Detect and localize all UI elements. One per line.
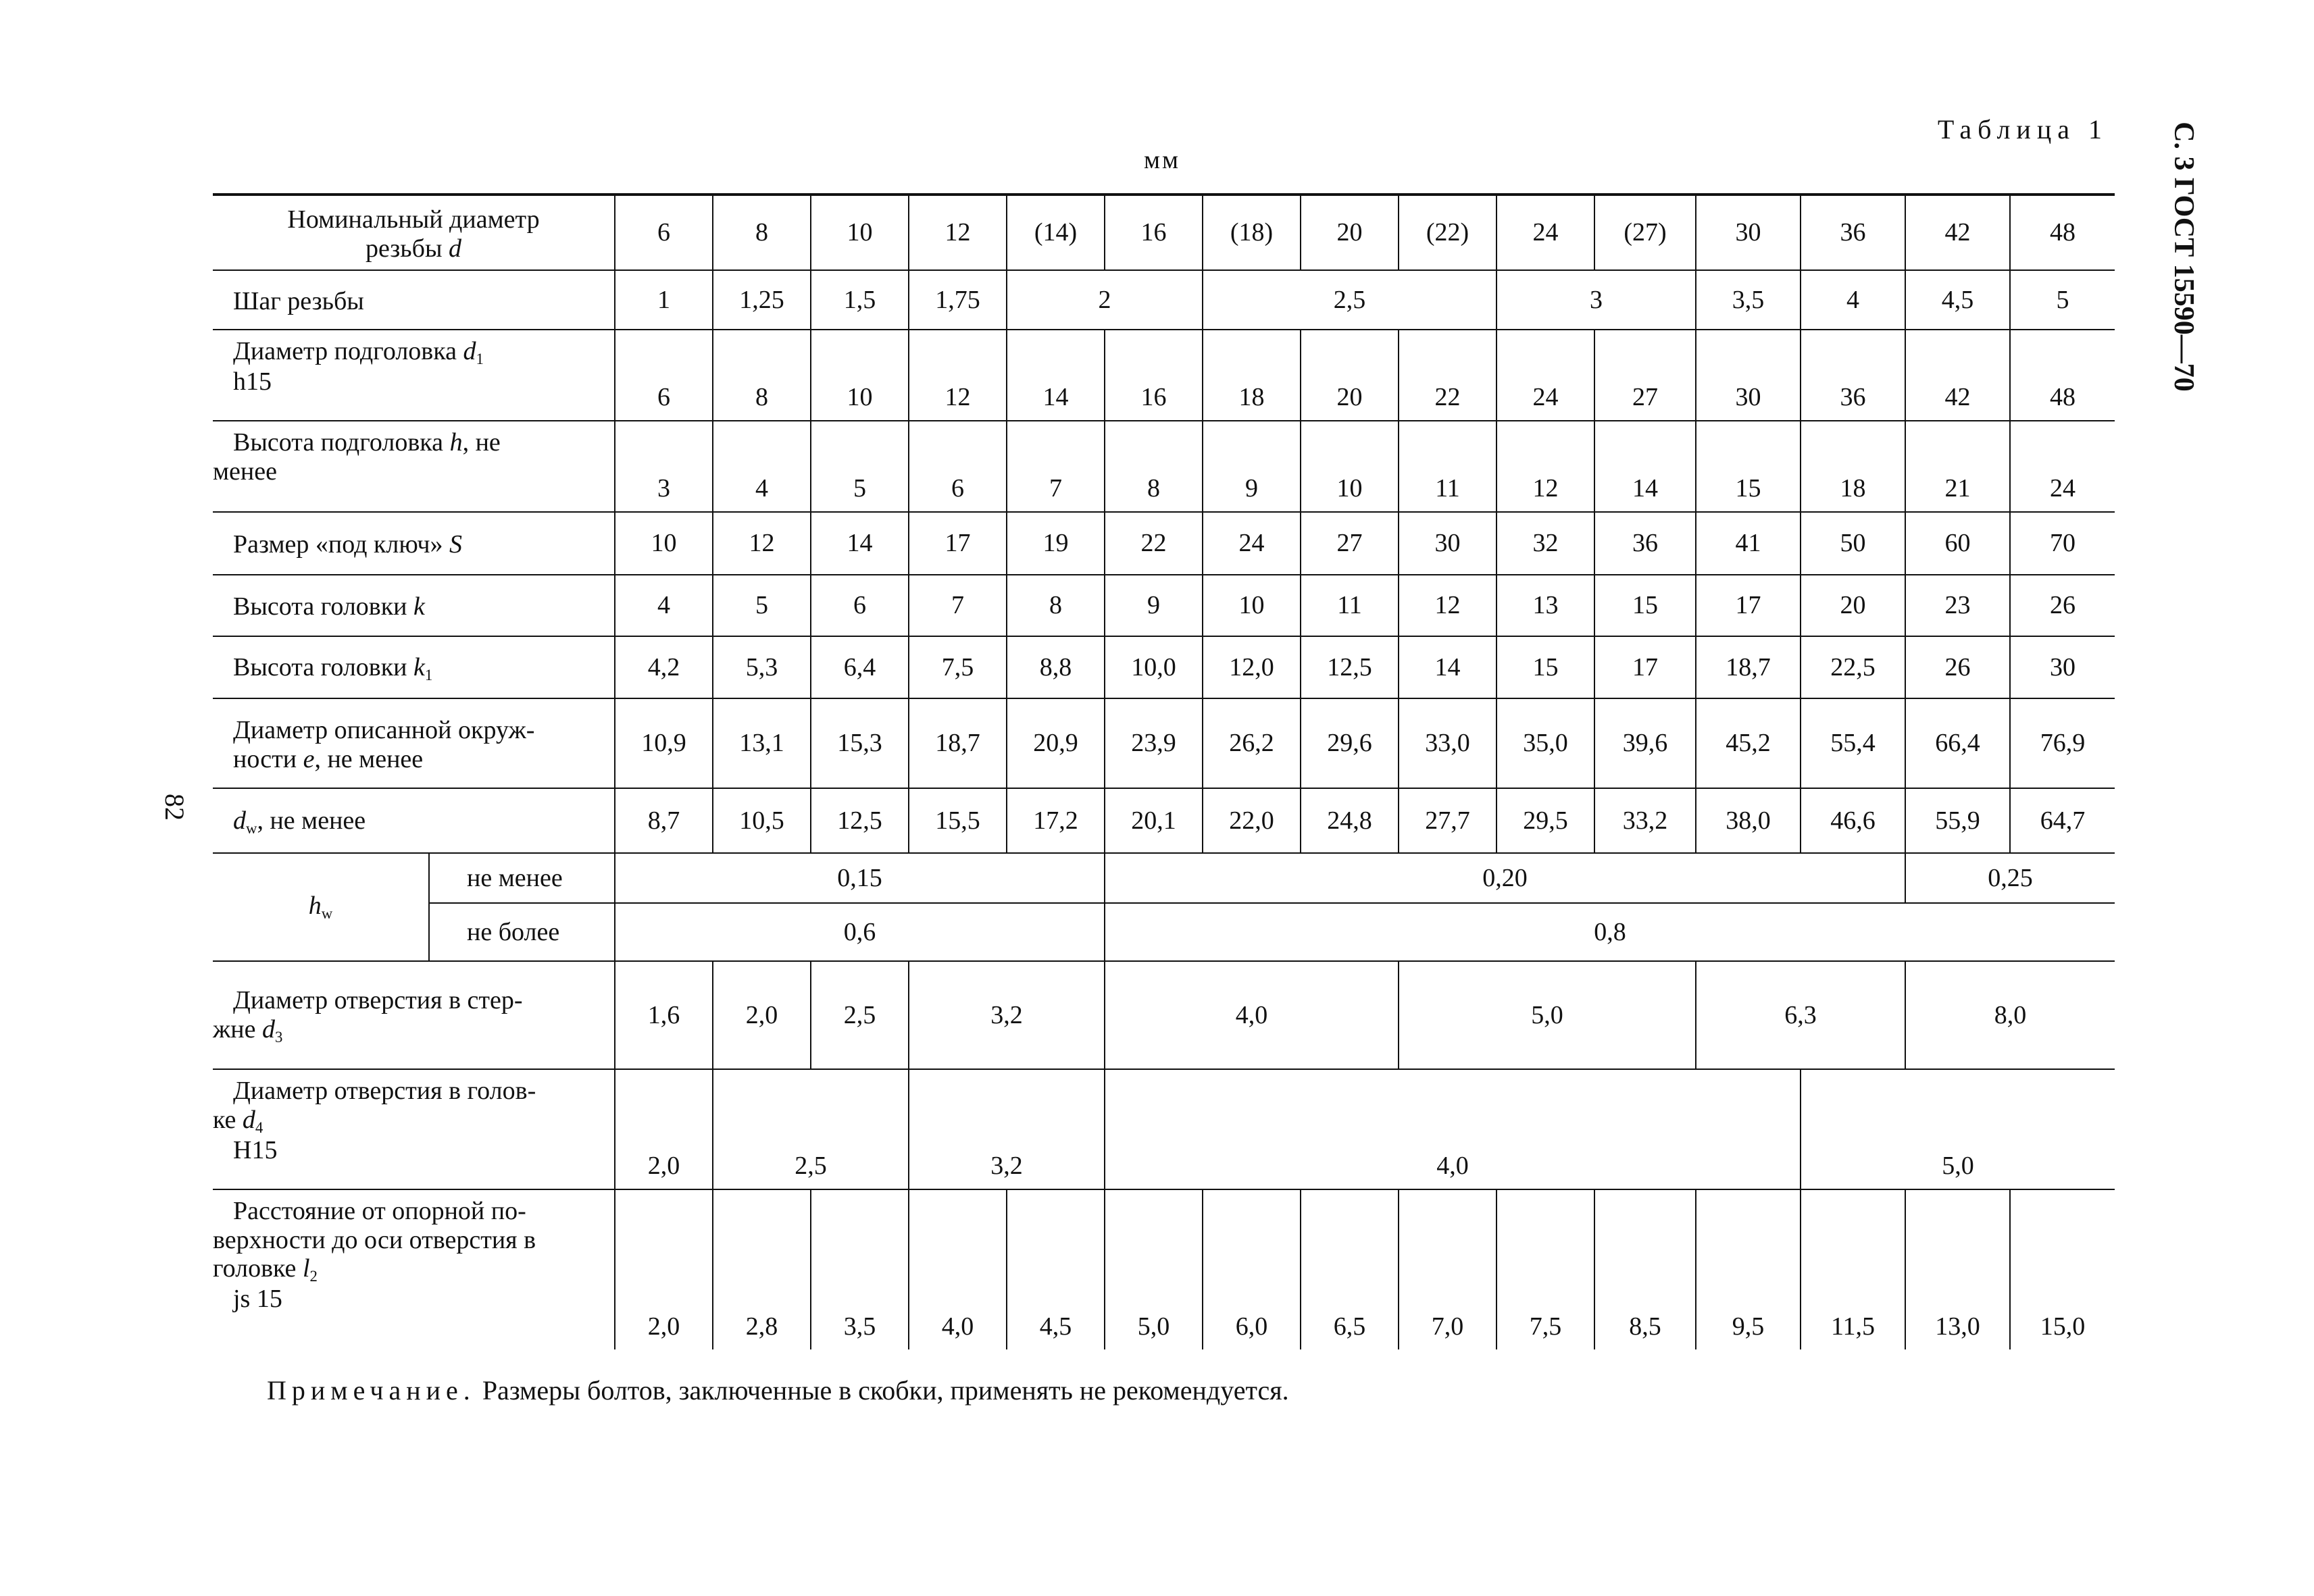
cell-dw-1: 8,7: [615, 788, 713, 853]
cell-h-2: 4: [713, 421, 811, 512]
cell-d3-1: 1,6: [615, 961, 713, 1069]
cell-l2-13: 11,5: [1801, 1189, 1905, 1349]
page-number: 82: [159, 794, 190, 821]
cell-d-11: (27): [1594, 195, 1696, 270]
cell-h-6: 8: [1105, 421, 1203, 512]
cell-k-8: 11: [1301, 575, 1399, 636]
note-lead: Примечание.: [267, 1375, 476, 1406]
cell-hw-min-1: 0,15: [615, 853, 1105, 903]
cell-dw-9: 27,7: [1399, 788, 1496, 853]
cell-k-5: 8: [1007, 575, 1105, 636]
cell-pitch-1: 1: [615, 270, 713, 330]
cell-d-6: 16: [1105, 195, 1203, 270]
cell-d-13: 36: [1801, 195, 1905, 270]
label-hw-max: не более: [429, 903, 615, 961]
cell-pitch-9: 4: [1801, 270, 1905, 330]
row-h: [213, 421, 2115, 512]
cell-k1-8: 12,5: [1301, 636, 1399, 698]
cell-pitch-2: 1,25: [713, 270, 811, 330]
row-thread-pitch: [213, 270, 2115, 330]
cell-d-1: 6: [615, 195, 713, 270]
cell-h-15: 24: [2010, 421, 2115, 512]
cell-e-7: 26,2: [1203, 698, 1301, 788]
cell-pitch-7: 3: [1496, 270, 1696, 330]
cell-k-14: 23: [1905, 575, 2010, 636]
cell-dw-8: 24,8: [1301, 788, 1399, 853]
cell-k1-15: 30: [2010, 636, 2115, 698]
cell-e-2: 13,1: [713, 698, 811, 788]
cell-s-8: 27: [1301, 512, 1399, 575]
cell-e-12: 45,2: [1696, 698, 1801, 788]
cell-e-15: 76,9: [2010, 698, 2115, 788]
cell-l2-3: 3,5: [811, 1189, 909, 1349]
dimensions-table: [213, 193, 2115, 1349]
cell-k-11: 15: [1594, 575, 1696, 636]
cell-pitch-10: 4,5: [1905, 270, 2010, 330]
cell-l2-12: 9,5: [1696, 1189, 1801, 1349]
cell-d4-1: 2,0: [615, 1069, 713, 1189]
cell-s-13: 50: [1801, 512, 1905, 575]
row-head-height-k: [213, 575, 2115, 636]
cell-d1-5: 14: [1007, 330, 1105, 421]
cell-l2-4: 4,0: [909, 1189, 1007, 1349]
cell-d-3: 10: [811, 195, 909, 270]
cell-d3-7: 6,3: [1696, 961, 1905, 1069]
cell-pitch-11: 5: [2010, 270, 2115, 330]
cell-k-9: 12: [1399, 575, 1496, 636]
cell-h-8: 10: [1301, 421, 1399, 512]
cell-d1-3: 10: [811, 330, 909, 421]
cell-d1-10: 24: [1496, 330, 1594, 421]
cell-e-3: 15,3: [811, 698, 909, 788]
cell-s-14: 60: [1905, 512, 2010, 575]
cell-d3-4: 3,2: [909, 961, 1105, 1069]
cell-d4-2: 2,5: [713, 1069, 909, 1189]
cell-e-1: 10,9: [615, 698, 713, 788]
cell-l2-10: 7,5: [1496, 1189, 1594, 1349]
cell-e-14: 66,4: [1905, 698, 2010, 788]
cell-pitch-4: 1,75: [909, 270, 1007, 330]
row-circumscribed-diameter: [213, 698, 2115, 788]
row-nominal-diameter: [213, 195, 2115, 270]
cell-s-3: 14: [811, 512, 909, 575]
cell-k1-5: 8,8: [1007, 636, 1105, 698]
label-hw-min: не менее: [429, 853, 615, 903]
cell-dw-3: 12,5: [811, 788, 909, 853]
cell-k1-1: 4,2: [615, 636, 713, 698]
label-d4: Диаметр отверстия в голов- ке $d_4$ Н15: [213, 1069, 615, 1189]
label-wrench-size: Размер «под ключ» S: [213, 512, 615, 575]
cell-h-13: 18: [1801, 421, 1905, 512]
cell-e-5: 20,9: [1007, 698, 1105, 788]
cell-s-10: 32: [1496, 512, 1594, 575]
cell-e-13: 55,4: [1801, 698, 1905, 788]
cell-k-1: 4: [615, 575, 713, 636]
cell-h-12: 15: [1696, 421, 1801, 512]
note-text: Размеры болтов, заключенные в скобки, применять не рекомендуется.: [475, 1375, 1289, 1406]
cell-h-4: 6: [909, 421, 1007, 512]
cell-k1-4: 7,5: [909, 636, 1007, 698]
cell-s-6: 22: [1105, 512, 1203, 575]
row-head-height-k1: [213, 636, 2115, 698]
cell-k1-6: 10,0: [1105, 636, 1203, 698]
cell-l2-6: 5,0: [1105, 1189, 1203, 1349]
row-l2: [213, 1189, 2115, 1349]
cell-d1-13: 36: [1801, 330, 1905, 421]
cell-dw-2: 10,5: [713, 788, 811, 853]
cell-d-7: (18): [1203, 195, 1301, 270]
cell-k1-3: 6,4: [811, 636, 909, 698]
cell-dw-10: 29,5: [1496, 788, 1594, 853]
cell-d3-5: 4,0: [1105, 961, 1399, 1069]
cell-d-12: 30: [1696, 195, 1801, 270]
cell-s-15: 70: [2010, 512, 2115, 575]
cell-dw-14: 55,9: [1905, 788, 2010, 853]
cell-l2-14: 13,0: [1905, 1189, 2010, 1349]
cell-d4-3: 3,2: [909, 1069, 1105, 1189]
cell-d1-4: 12: [909, 330, 1007, 421]
table-caption: Таблица 1: [1937, 114, 2108, 145]
cell-d1-2: 8: [713, 330, 811, 421]
cell-h-7: 9: [1203, 421, 1301, 512]
label-head-height-k: Высота головки k: [213, 575, 615, 636]
row-dw: [213, 788, 2115, 853]
cell-l2-11: 8,5: [1594, 1189, 1696, 1349]
cell-d3-2: 2,0: [713, 961, 811, 1069]
cell-k-13: 20: [1801, 575, 1905, 636]
cell-e-6: 23,9: [1105, 698, 1203, 788]
cell-d3-6: 5,0: [1399, 961, 1696, 1069]
cell-hw-max-2: 0,8: [1105, 903, 2115, 961]
cell-k1-11: 17: [1594, 636, 1696, 698]
cell-s-2: 12: [713, 512, 811, 575]
cell-d-9: (22): [1399, 195, 1496, 270]
cell-s-9: 30: [1399, 512, 1496, 575]
cell-d-2: 8: [713, 195, 811, 270]
cell-s-11: 36: [1594, 512, 1696, 575]
cell-k-15: 26: [2010, 575, 2115, 636]
row-wrench-size: [213, 512, 2115, 575]
cell-k1-14: 26: [1905, 636, 2010, 698]
cell-hw-max-1: 0,6: [615, 903, 1105, 961]
row-hw-max: [213, 903, 2115, 961]
cell-e-11: 39,6: [1594, 698, 1696, 788]
cell-dw-13: 46,6: [1801, 788, 1905, 853]
cell-s-7: 24: [1203, 512, 1301, 575]
cell-l2-9: 7,0: [1399, 1189, 1496, 1349]
table-note: [267, 1374, 1289, 1406]
label-circumscribed-diameter: Диаметр описанной окруж- ности e, не менее: [213, 698, 615, 788]
cell-dw-11: 33,2: [1594, 788, 1696, 853]
cell-pitch-6: 2,5: [1203, 270, 1496, 330]
cell-k1-9: 14: [1399, 636, 1496, 698]
cell-h-1: 3: [615, 421, 713, 512]
cell-d4-5: 5,0: [1801, 1069, 2115, 1189]
row-d1: [213, 330, 2115, 421]
cell-k1-7: 12,0: [1203, 636, 1301, 698]
cell-l2-8: 6,5: [1301, 1189, 1399, 1349]
cell-h-10: 12: [1496, 421, 1594, 512]
cell-s-1: 10: [615, 512, 713, 575]
label-dw: $d_w$, не менее: [213, 788, 615, 853]
cell-e-4: 18,7: [909, 698, 1007, 788]
cell-d1-7: 18: [1203, 330, 1301, 421]
cell-s-4: 17: [909, 512, 1007, 575]
row-hw-min: [213, 853, 2115, 903]
cell-h-11: 14: [1594, 421, 1696, 512]
cell-s-12: 41: [1696, 512, 1801, 575]
cell-d1-14: 42: [1905, 330, 2010, 421]
running-head: С. 3 ГОСТ 15590—70: [2168, 122, 2199, 392]
cell-d-5: (14): [1007, 195, 1105, 270]
cell-d1-6: 16: [1105, 330, 1203, 421]
cell-k-2: 5: [713, 575, 811, 636]
cell-e-8: 29,6: [1301, 698, 1399, 788]
cell-k1-10: 15: [1496, 636, 1594, 698]
cell-k-4: 7: [909, 575, 1007, 636]
cell-d3-8: 8,0: [1905, 961, 2115, 1069]
cell-h-3: 5: [811, 421, 909, 512]
cell-k1-13: 22,5: [1801, 636, 1905, 698]
cell-d4-4: 4,0: [1105, 1069, 1801, 1189]
cell-hw-min-2: 0,20: [1105, 853, 1905, 903]
cell-dw-4: 15,5: [909, 788, 1007, 853]
cell-k-3: 6: [811, 575, 909, 636]
label-nominal-diameter: Номинальный диаметр резьбы d: [213, 195, 615, 270]
cell-h-9: 11: [1399, 421, 1496, 512]
cell-l2-5: 4,5: [1007, 1189, 1105, 1349]
cell-l2-15: 15,0: [2010, 1189, 2115, 1349]
cell-d-10: 24: [1496, 195, 1594, 270]
cell-dw-6: 20,1: [1105, 788, 1203, 853]
cell-e-9: 33,0: [1399, 698, 1496, 788]
cell-k-6: 9: [1105, 575, 1203, 636]
cell-d-4: 12: [909, 195, 1007, 270]
row-d3: [213, 961, 2115, 1069]
label-d3: Диаметр отверстия в стер- жне $d_3$: [213, 961, 615, 1069]
cell-pitch-5: 2: [1007, 270, 1203, 330]
row-d4: [213, 1069, 2115, 1189]
cell-h-5: 7: [1007, 421, 1105, 512]
cell-dw-5: 17,2: [1007, 788, 1105, 853]
cell-d1-11: 27: [1594, 330, 1696, 421]
cell-pitch-3: 1,5: [811, 270, 909, 330]
cell-k1-12: 18,7: [1696, 636, 1801, 698]
label-l2: Расстояние от опорной по- верхности до оси отверстия в головке $l_2$ js 15: [213, 1189, 615, 1349]
cell-l2-7: 6,0: [1203, 1189, 1301, 1349]
label-thread-pitch: Шаг резьбы: [213, 270, 615, 330]
cell-l2-2: 2,8: [713, 1189, 811, 1349]
label-hw: $h_w$: [213, 853, 429, 961]
cell-d3-3: 2,5: [811, 961, 909, 1069]
label-head-height-k1: Высота головки $k_1$: [213, 636, 615, 698]
label-h: Высота подголовка h, не менее: [213, 421, 615, 512]
cell-k-7: 10: [1203, 575, 1301, 636]
cell-h-14: 21: [1905, 421, 2010, 512]
cell-d-14: 42: [1905, 195, 2010, 270]
cell-dw-7: 22,0: [1203, 788, 1301, 853]
cell-hw-min-3: 0,25: [1905, 853, 2115, 903]
cell-dw-15: 64,7: [2010, 788, 2115, 853]
cell-k1-2: 5,3: [713, 636, 811, 698]
unit-label: мм: [1143, 146, 1181, 174]
cell-dw-12: 38,0: [1696, 788, 1801, 853]
cell-pitch-8: 3,5: [1696, 270, 1801, 330]
cell-s-5: 19: [1007, 512, 1105, 575]
cell-k-12: 17: [1696, 575, 1801, 636]
cell-d1-8: 20: [1301, 330, 1399, 421]
label-d1: Диаметр подголовка $d_1$ h15: [213, 330, 615, 421]
cell-k-10: 13: [1496, 575, 1594, 636]
cell-d1-9: 22: [1399, 330, 1496, 421]
cell-d-8: 20: [1301, 195, 1399, 270]
cell-d1-15: 48: [2010, 330, 2115, 421]
cell-l2-1: 2,0: [615, 1189, 713, 1349]
cell-e-10: 35,0: [1496, 698, 1594, 788]
cell-d1-1: 6: [615, 330, 713, 421]
cell-d1-12: 30: [1696, 330, 1801, 421]
cell-d-15: 48: [2010, 195, 2115, 270]
